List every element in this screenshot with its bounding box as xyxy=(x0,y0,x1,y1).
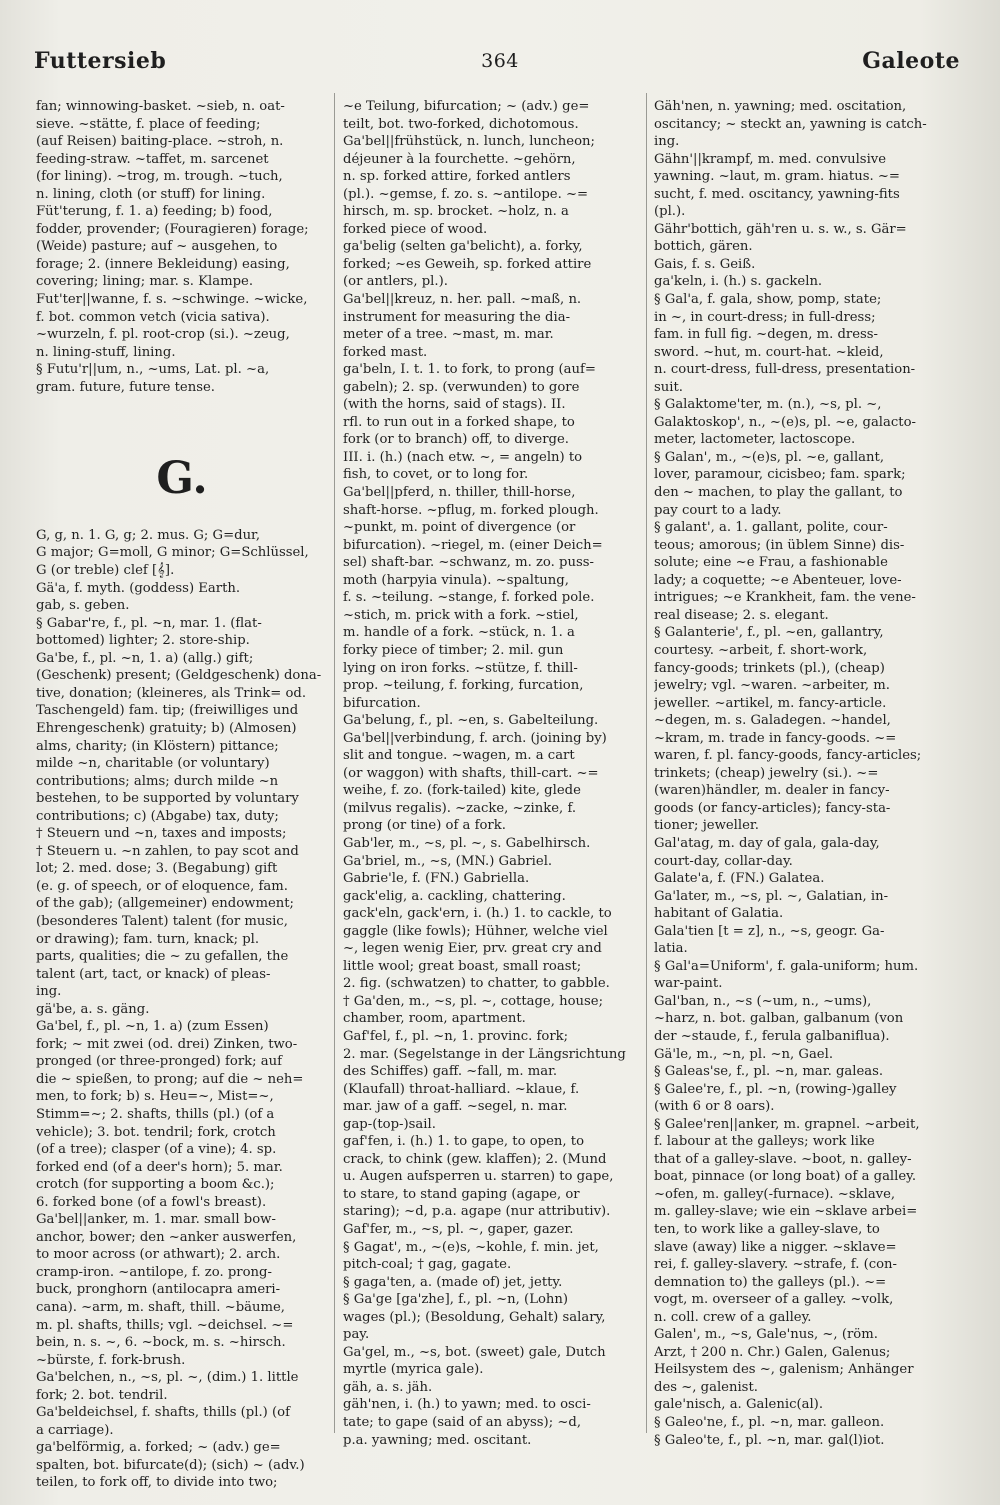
entry-line: alms, charity; (in Klöstern) pittance; xyxy=(36,738,279,754)
entry-line: Füt'terung, f. 1. a) feeding; b) food, xyxy=(36,204,273,220)
entry-line: court-day, collar-day. xyxy=(654,853,793,869)
entry-line: Ga'be, f., pl. ~n, 1. a) (allg.) gift; xyxy=(36,650,254,666)
entry-line: bottomed) lighter; 2. store-ship. xyxy=(36,633,250,649)
entry-line: contributions; alms; durch milde ~n xyxy=(36,773,279,789)
entry-line: lying on iron forks. ~stütze, f. thill- xyxy=(343,660,578,676)
entry-line: myrtle (myrica gale). xyxy=(343,1362,484,1378)
entry-line: gaf'fen, i. (h.) 1. to gape, to open, to xyxy=(343,1134,585,1150)
entry-line: rfl. to run out in a forked shape, to xyxy=(343,414,575,430)
entry-line: (besonderes Talent) talent (for music, xyxy=(36,913,288,929)
entry-line: spalten, bot. bifurcate(d); (sich) ~ (adv.) xyxy=(36,1457,305,1473)
entry-line: bein, n. s. ~, 6. ~bock, m. s. ~hirsch. xyxy=(36,1335,286,1351)
entry-line: (or waggon) with shafts, thill-cart. ~= xyxy=(343,765,599,781)
entry-line: fan; winnowing-basket. ~sieb, n. oat- xyxy=(36,99,285,114)
entry-line: gäh'nen, i. (h.) to yawn; med. to osci- xyxy=(343,1397,591,1413)
entry-line: contributions; c) (Abgabe) tax, duty; xyxy=(36,808,279,824)
entry-line: sieve. ~stätte, f. place of feeding; xyxy=(36,116,261,132)
entry-line: pay court to a lady. xyxy=(654,502,782,518)
entry-line: f. bot. common vetch (vicia sativa). xyxy=(36,309,270,325)
entry-line: gack'elig, a. cackling, chattering. xyxy=(343,888,566,904)
entry-line: Gaf'fel, f., pl. ~n, 1. provinc. fork; xyxy=(343,1028,569,1044)
entry-line: Gabrie'le, f. (FN.) Gabriella. xyxy=(343,871,530,887)
entry-line: § Galeo'ne, f., pl. ~n, mar. galleon. xyxy=(654,1415,885,1431)
entry-line: slave (away) like a nigger. ~sklave= xyxy=(654,1239,897,1255)
entry-line: gabeln); 2. sp. (verwunden) to gore xyxy=(343,379,580,395)
entry-line: Gala'tien [t = z], n., ~s, geogr. Ga- xyxy=(654,923,885,939)
entry-line: m. pl. shafts, thills; vgl. ~deichsel. ~= xyxy=(36,1317,294,1333)
entry-line: bestehen, to be supported by voluntary xyxy=(36,791,299,807)
entry-line: forked end (of a deer's horn); 5. mar. xyxy=(36,1159,283,1175)
entry-line: n. coll. crew of a galley. xyxy=(654,1309,812,1325)
entry-line: jewelry; vgl. ~waren. ~arbeiter, m. xyxy=(654,678,890,694)
entry-line: m. handle of a fork. ~stück, n. 1. a xyxy=(343,625,575,641)
entry-line: fish, to covet, or to long for. xyxy=(343,467,529,483)
entry-line: wages (pl.); (Besoldung, Gehalt) salary, xyxy=(343,1309,606,1325)
entry-line: milde ~n, charitable (or voluntary) xyxy=(36,756,270,772)
entry-line: vogt, m. overseer of a galley. ~volk, xyxy=(654,1292,894,1308)
entry-line: parts, qualities; die ~ zu gefallen, the xyxy=(36,949,289,965)
entry-line: real disease; 2. s. elegant. xyxy=(654,607,829,623)
entry-line: (milvus regalis). ~zacke, ~zinke, f. xyxy=(343,800,577,816)
entry-line: Fut'ter||wanne, f. s. ~schwinge. ~wicke, xyxy=(36,292,308,308)
column-divider xyxy=(334,93,335,1433)
entry-line: trinkets; (cheap) jewelry (si.). ~= xyxy=(654,765,879,781)
section-heading: G. xyxy=(156,453,208,505)
entry-line: that of a galley-slave. ~boot, n. galley- xyxy=(654,1151,912,1167)
entry-line: † Steuern u. ~n zahlen, to pay scot and xyxy=(36,843,299,859)
entry-line: Galen', m., ~s, Gale'nus, ~, (röm. xyxy=(654,1327,878,1343)
entry-line: in ~, in court-dress; in full-dress; xyxy=(654,309,876,325)
entry-line: ga'keln, i. (h.) s. gackeln. xyxy=(654,274,823,290)
entry-line: den ~ machen, to play the gallant, to xyxy=(654,485,903,501)
entry-line: † Steuern und ~n, taxes and imposts; xyxy=(36,826,287,842)
entry-line: fam. in full fig. ~degen, m. dress- xyxy=(654,327,879,343)
entry-line: moth (harpyia vinula). ~spaltung, xyxy=(343,572,569,588)
entry-line: or drawing); fam. turn, knack; pl. xyxy=(36,931,260,947)
entry-line: Gähn'||krampf, m. med. convulsive xyxy=(654,151,887,167)
entry-line: Ga'bel||frühstück, n. lunch, luncheon; xyxy=(343,134,595,150)
entry-line: forked; ~es Geweih, sp. forked attire xyxy=(343,256,592,272)
entry-line: (waren)händler, m. dealer in fancy- xyxy=(654,783,890,799)
entry-line: m. galley-slave; wie ein ~sklave arbei= xyxy=(654,1204,918,1220)
entry-line: Gal'atag, m. day of gala, gala-day, xyxy=(654,835,880,851)
entry-line: prop. ~teilung, f. forking, furcation, xyxy=(343,678,584,694)
entry-line: solute; eine ~e Frau, a fashionable xyxy=(654,555,888,571)
entry-line: yawning. ~laut, m. gram. hiatus. ~= xyxy=(654,169,900,185)
entry-line: Gaf'fer, m., ~s, pl. ~, gaper, gazer. xyxy=(343,1222,574,1237)
entry-line: (of a tree); clasper (of a vine); 4. sp. xyxy=(36,1142,277,1158)
entry-line: § Galee're, f., pl. ~n, (rowing-)galley xyxy=(654,1081,897,1097)
entry-line: latia. xyxy=(654,941,688,957)
entry-line: mar. jaw of a gaff. ~segel, n. mar. xyxy=(343,1099,568,1115)
entry-line: Ga'bel, f., pl. ~n, 1. a) (zum Essen) xyxy=(36,1019,269,1035)
entry-line: ~harz, n. bot. galban, galbanum (von xyxy=(654,1011,904,1027)
entry-line: crotch (for supporting a boom &c.); xyxy=(36,1177,275,1193)
entry-line: teilen, to fork off, to divide into two; xyxy=(36,1475,278,1491)
entry-line: § Galee'ren||anker, m. grapnel. ~arbeit, xyxy=(654,1116,920,1132)
entry-line: tioner; jeweller. xyxy=(654,818,759,834)
entry-line: weihe, f. zo. (fork-tailed) kite, glede xyxy=(343,783,581,799)
entry-line: lady; a coquette; ~e Abenteuer, love- xyxy=(654,572,902,588)
entry-line: gab, s. geben. xyxy=(36,598,130,614)
entry-line: oscitancy; ~ steckt an, yawning is catch- xyxy=(654,116,927,132)
entry-line: fodder, provender; (Fouragieren) forage; xyxy=(36,221,309,237)
entry-line: tive, donation; (kleineres, als Trink= od. xyxy=(36,685,307,701)
entry-line: teous; amorous; (in üblem Sinne) dis- xyxy=(654,537,905,553)
entry-line: men, to fork; b) s. Heu=~, Mist=~, xyxy=(36,1089,274,1105)
entry-line: gack'eln, gack'ern, i. (h.) 1. to cackle, to xyxy=(343,906,612,922)
entry-line: rei, f. galley-slavery. ~strafe, f. (con- xyxy=(654,1257,898,1273)
entry-line: bifurcation). ~riegel, m. (einer Deich= xyxy=(343,537,603,553)
entry-line: 2. mar. (Segelstange in der Längsrichtung xyxy=(343,1046,626,1062)
entry-line: Arzt, † 200 n. Chr.) Galen, Galenus; xyxy=(654,1344,891,1360)
entry-line: III. i. (h.) (nach etw. ~, = angeln) to xyxy=(343,449,583,465)
entry-line: instrument for measuring the dia- xyxy=(343,309,571,325)
entry-line: bifurcation. xyxy=(343,695,421,711)
entry-line: Ga'belung, f., pl. ~en, s. Gabelteilung. xyxy=(343,713,599,729)
entry-line: § Ga'ge [ga'zhe], f., pl. ~n, (Lohn) xyxy=(343,1292,569,1308)
entry-line: Ga'belchen, n., ~s, pl. ~, (dim.) 1. little xyxy=(36,1370,299,1386)
entry-line: war-paint. xyxy=(654,976,723,992)
entry-line: ing. xyxy=(36,984,62,1000)
entry-line: Heilsystem des ~, galenism; Anhänger xyxy=(654,1362,914,1378)
entry-line: courtesy. ~arbeit, f. short-work, xyxy=(654,642,868,658)
column-1 xyxy=(36,98,328,1492)
entry-line: Ga'bel||anker, m. 1. mar. small bow- xyxy=(36,1212,276,1228)
entry-line: (Weide) pasture; auf ~ ausgehen, to xyxy=(36,239,278,255)
entry-line: des ~, galenist. xyxy=(654,1379,758,1395)
entry-line: (pl.). ~gemse, f. zo. s. ~antilope. ~= xyxy=(343,186,589,202)
entry-line: shaft-horse. ~pflug, m. forked plough. xyxy=(343,502,599,518)
entry-line: § Galeas'se, f., pl. ~n, mar. galeas. xyxy=(654,1064,884,1080)
entry-line: § Galan', m., ~(e)s, pl. ~e, gallant, xyxy=(654,449,885,465)
entry-line: G (or treble) clef [𝄞]. xyxy=(36,563,175,579)
entry-line: Ga'bel||kreuz, n. her. pall. ~maß, n. xyxy=(343,292,582,308)
entry-line: little wool; great boast, small roast; xyxy=(343,958,582,974)
entry-line: Gab'ler, m., ~s, pl. ~, s. Gabelhirsch. xyxy=(343,835,591,851)
entry-line: § Gal'a, f. gala, show, pomp, state; xyxy=(654,292,882,308)
entry-line: § Gagat', m., ~(e)s, ~kohle, f. min. jet, xyxy=(343,1239,599,1255)
entry-line: goods (or fancy-articles); fancy-sta- xyxy=(654,800,891,816)
running-head-right: Galeote xyxy=(862,48,960,74)
entry-line: talent (art, tact, or knack) of pleas- xyxy=(36,966,271,982)
entry-line: suit. xyxy=(654,379,683,395)
entry-line: (or antlers, pl.). xyxy=(343,274,448,290)
entry-line: sucht, f. med. oscitancy, yawning-fits xyxy=(654,186,900,202)
entry-line: fork; 2. bot. tendril. xyxy=(36,1387,168,1403)
entry-line: demnation to) the galleys (pl.). ~= xyxy=(654,1274,887,1290)
entry-line: Gais, f. s. Geiß. xyxy=(654,256,756,272)
column-3 xyxy=(654,98,966,1449)
entry-line: ga'belig (selten ga'belicht), a. forky, xyxy=(343,239,583,255)
entry-line: ~bürste, f. fork-brush. xyxy=(36,1352,186,1368)
entry-line: pay. xyxy=(343,1327,370,1343)
entry-line: lover, paramour, cicisbeo; fam. spark; xyxy=(654,467,906,483)
entry-line: pronged (or three-pronged) fork; auf xyxy=(36,1054,282,1070)
entry-line: (auf Reisen) baiting-place. ~stroh, n. xyxy=(36,134,284,150)
entry-line: § Galeo'te, f., pl. ~n, mar. gal(l)iot. xyxy=(654,1432,885,1448)
entry-line: n. lining-stuff, lining. xyxy=(36,344,176,360)
entry-line: f. labour at the galleys; work like xyxy=(654,1134,875,1150)
entry-line: prong (or tine) of a fork. xyxy=(343,818,506,834)
entry-line: crack, to chink (gew. klaffen); 2. (Mund xyxy=(343,1151,607,1167)
entry-line: teilt, bot. two-forked, dichotomous. xyxy=(343,116,579,132)
entry-line: forage; 2. (innere Bekleidung) easing, xyxy=(36,256,290,272)
entry-line: die ~ spießen, to prong; auf die ~ neh= xyxy=(36,1071,304,1087)
entry-line: n. lining, cloth (or stuff) for lining. xyxy=(36,186,266,202)
entry-line: p.a. yawning; med. oscitant. xyxy=(343,1432,532,1448)
entry-line: forked mast. xyxy=(343,344,428,360)
entry-line: u. Augen aufsperren u. starren) to gape, xyxy=(343,1169,614,1185)
running-head-left: Futtersieb xyxy=(34,48,167,74)
entry-line: der ~staude, f., ferula galbaniflua). xyxy=(654,1028,890,1044)
entry-line: (for lining). ~trog, m. trough. ~tuch, xyxy=(36,169,283,185)
entry-line: boat, pinnace (or long boat) of a galley. xyxy=(654,1169,917,1185)
entry-line: ~punkt, m. point of divergence (or xyxy=(343,520,576,536)
entry-line: gram. future, future tense. xyxy=(36,379,215,395)
entry-line: § Gabar're, f., pl. ~n, mar. 1. (flat- xyxy=(36,615,262,631)
entry-line: (Geschenk) present; (Geldgeschenk) dona- xyxy=(36,668,322,684)
entry-line: bottich, gären. xyxy=(654,239,753,255)
entry-line: habitant of Galatia. xyxy=(654,906,784,922)
entry-line: ~ofen, m. galley(-furnace). ~sklave, xyxy=(654,1186,896,1202)
entry-line xyxy=(36,509,328,527)
entry-line: Ga'bel||verbindung, f. arch. (joining by) xyxy=(343,730,607,746)
page-number: 364 xyxy=(481,50,519,72)
entry-line: buck, pronghorn (antilocapra ameri- xyxy=(36,1282,281,1298)
entry-line: (with the horns, said of stags). II. xyxy=(343,397,566,413)
entry-line: forky piece of timber; 2. mil. gun xyxy=(343,642,564,658)
entry-line: Gä'le, m., ~n, pl. ~n, Gael. xyxy=(654,1046,834,1062)
entry-line: lot; 2. med. dose; 3. (Begabung) gift xyxy=(36,861,278,877)
entry-line: n. court-dress, full-dress, presentation- xyxy=(654,362,916,378)
entry-line: 6. forked bone (of a fowl's breast). xyxy=(36,1194,267,1210)
entry-line: chamber, room, apartment. xyxy=(343,1011,526,1027)
entry-line: covering; lining; mar. s. Klampe. xyxy=(36,274,254,290)
entry-line: fork (or to branch) off, to diverge. xyxy=(343,432,569,448)
entry-line: sel) shaft-bar. ~schwanz, m. zo. puss- xyxy=(343,555,594,571)
entry-line: gaggle (like fowls); Hühner, welche viel xyxy=(343,923,608,939)
entry-line: § Gal'a=Uniform', f. gala-uniform; hum. xyxy=(654,958,919,974)
entry-line: Taschengeld) fam. tip; (freiwilliges und xyxy=(36,703,299,719)
entry-line: gä'be, a. s. gäng. xyxy=(36,1001,150,1017)
entry-line: n. sp. forked attire, forked antlers xyxy=(343,169,571,185)
entry-line: ing. xyxy=(654,134,680,150)
entry-line: Galaktoskop', n., ~(e)s, pl. ~e, galacto- xyxy=(654,414,916,430)
entry-line: 2. fig. (schwatzen) to chatter, to gabble. xyxy=(343,976,610,992)
entry-line: cramp-iron. ~antilope, f. zo. prong- xyxy=(36,1264,272,1280)
column-divider xyxy=(646,93,647,1433)
entry-line: waren, f. pl. fancy-goods, fancy-articles; xyxy=(654,748,922,764)
entry-line: Stimm=~; 2. shafts, thills (pl.) (of a xyxy=(36,1106,275,1122)
entry-line: G, g, n. 1. G, g; 2. mus. G; G=dur, xyxy=(36,527,261,543)
entry-line: Gä'a, f. myth. (goddess) Earth. xyxy=(36,580,241,596)
entry-line: Gal'ban, n., ~s (~um, n., ~ums), xyxy=(654,993,872,1009)
entry-line: ga'belförmig, a. forked; ~ (adv.) ge= xyxy=(36,1440,281,1456)
entry-line: to moor across (or athwart); 2. arch. xyxy=(36,1247,281,1263)
entry-line: jeweller. ~artikel, m. fancy-article. xyxy=(654,695,887,711)
entry-line: déjeuner à la fourchette. ~gehörn, xyxy=(343,151,576,167)
entry-line: Ga'beldeichsel, f. shafts, thills (pl.) (of xyxy=(36,1405,290,1421)
entry-line: anchor, bower; den ~anker auswerfen, xyxy=(36,1229,297,1245)
entry-line: ~wurzeln, f. pl. root-crop (si.). ~zeug, xyxy=(36,327,290,343)
entry-line xyxy=(36,414,328,432)
entry-line: (Klaufall) throat-halliard. ~klaue, f. xyxy=(343,1081,580,1097)
entry-line: ~kram, m. trade in fancy-goods. ~= xyxy=(654,730,897,746)
entry-line: tate; to gape (said of an abyss); ~d, xyxy=(343,1415,582,1431)
entry-line: (e. g. of speech, or of eloquence, fam. xyxy=(36,878,288,894)
entry-line: f. s. ~teilung. ~stange, f. forked pole. xyxy=(343,590,595,606)
entry-line: § Galaktome'ter, m. (n.), ~s, pl. ~, xyxy=(654,397,882,413)
entry-line: intrigues; ~e Krankheit, fam. the vene- xyxy=(654,590,916,606)
entry-line: ~degen, m. s. Galadegen. ~handel, xyxy=(654,713,891,729)
entry-line: § galant', a. 1. gallant, polite, cour- xyxy=(654,520,888,536)
entry-line: vehicle); 3. bot. tendril; fork, crotch xyxy=(36,1124,276,1140)
entry-line: ~e Teilung, bifurcation; ~ (adv.) ge= xyxy=(343,99,590,114)
entry-line: ten, to work like a galley-slave, to xyxy=(654,1222,880,1237)
entry-line: Ehrengeschenk) gratuity; b) (Almosen) xyxy=(36,720,297,736)
entry-line xyxy=(36,396,328,414)
entry-line: cana). ~arm, m. shaft, thill. ~bäume, xyxy=(36,1300,285,1315)
entry-line: gäh, a. s. jäh. xyxy=(343,1379,433,1395)
entry-line: slit and tongue. ~wagen, m. a cart xyxy=(343,748,575,764)
entry-line: § Galanterie', f., pl. ~en, gallantry, xyxy=(654,625,884,641)
entry-line: fork; ~ mit zwei (od. drei) Zinken, two- xyxy=(36,1036,298,1052)
entry-line: of the gab); (allgemeiner) endowment; xyxy=(36,896,294,912)
entry-line: G major; G=moll, G minor; G=Schlüssel, xyxy=(36,545,309,561)
entry-line: Ga'briel, m., ~s, (MN.) Gabriel. xyxy=(343,853,553,869)
entry-line: Galate'a, f. (FN.) Galatea. xyxy=(654,871,825,887)
entry-line: Gähr'bottich, gäh'ren u. s. w., s. Gär= xyxy=(654,221,907,237)
entry-line: hirsch, m. sp. brocket. ~holz, n. a xyxy=(343,204,569,220)
entry-line: ga'beln, I. t. 1. to fork, to prong (auf= xyxy=(343,362,596,378)
entry-line: fancy-goods; trinkets (pl.), (cheap) xyxy=(654,660,885,676)
entry-line: ~stich, m. prick with a fork. ~stiel, xyxy=(343,607,579,623)
entry-line: Ga'later, m., ~s, pl. ~, Galatian, in- xyxy=(654,888,889,904)
entry-line: gap-(top-)sail. xyxy=(343,1116,436,1132)
entry-line: to stare, to stand gaping (agape, or xyxy=(343,1186,580,1202)
entry-line: § gaga'ten, a. (made of) jet, jetty. xyxy=(343,1274,563,1290)
entry-line: Ga'gel, m., ~s, bot. (sweet) gale, Dutch xyxy=(343,1344,606,1360)
entry-line: staring); ~d, p.a. agape (nur attributiv). xyxy=(343,1204,611,1220)
entry-line: ~, legen wenig Eier, prv. great cry and xyxy=(343,941,602,957)
entry-line: sword. ~hut, m. court-hat. ~kleid, xyxy=(654,344,884,360)
column-2 xyxy=(343,98,641,1449)
entry-line: † Ga'den, m., ~s, pl. ~, cottage, house; xyxy=(343,993,604,1009)
entry-line: (with 6 or 8 oars). xyxy=(654,1099,775,1115)
entry-line: forked piece of wood. xyxy=(343,221,488,237)
entry-line: § Futu'r||um, n., ~ums, Lat. pl. ~a, xyxy=(36,362,270,378)
entry-line: pitch-coal; † gag, gagate. xyxy=(343,1257,512,1273)
entry-line: feeding-straw. ~taffet, m. sarcenet xyxy=(36,151,269,167)
entry-line: des Schiffes) gaff. ~fall, m. mar. xyxy=(343,1064,558,1080)
entry-line: meter of a tree. ~mast, m. mar. xyxy=(343,327,554,343)
entry-line: (pl.). xyxy=(654,204,686,220)
entry-line: gale'nisch, a. Galenic(al). xyxy=(654,1397,824,1413)
entry-line: Gäh'nen, n. yawning; med. oscitation, xyxy=(654,99,907,114)
entry-line: a carriage). xyxy=(36,1422,114,1438)
entry-line: Ga'bel||pferd, n. thiller, thill-horse, xyxy=(343,485,576,501)
entry-line: meter, lactometer, lactoscope. xyxy=(654,432,856,448)
